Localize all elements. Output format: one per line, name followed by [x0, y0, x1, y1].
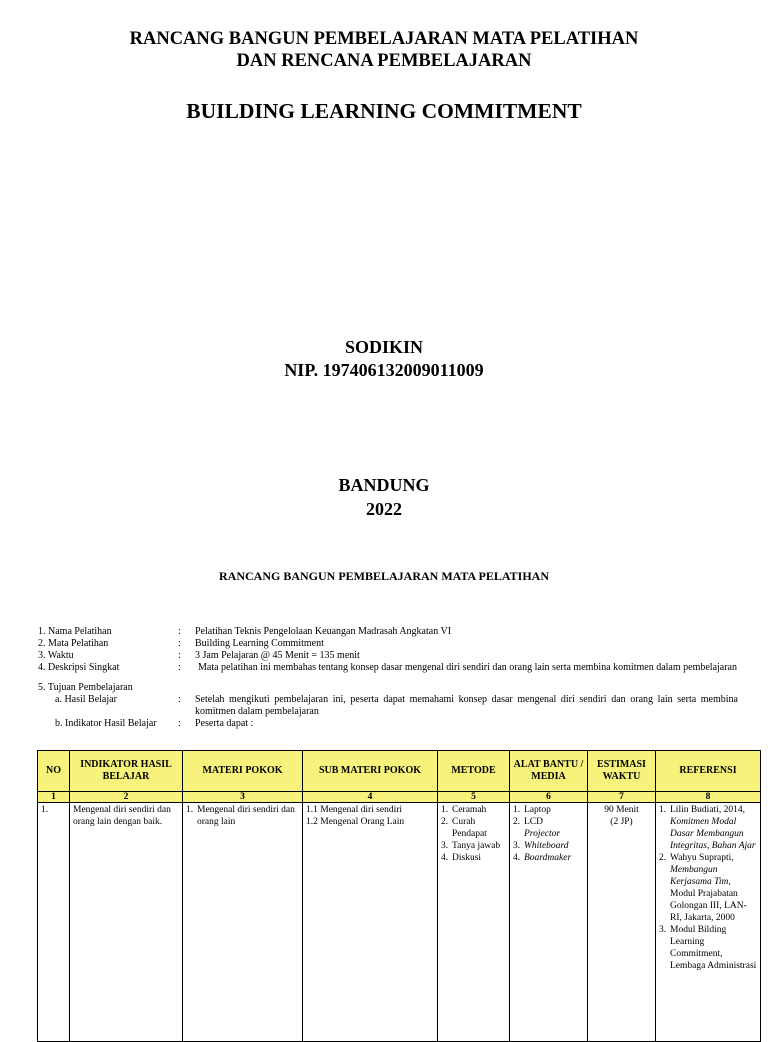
info-value: Mata pelatihan ini membahas tentang konsep dasar mengenal diri sendiri dan orang lain serta membina komitmen dalam pembelajaran	[198, 662, 737, 673]
column-number: 1	[38, 792, 70, 803]
info-row-deskripsi	[38, 662, 738, 674]
header-metode: METODE	[438, 751, 510, 792]
list-item: 3. Whiteboard	[513, 841, 569, 851]
list-item: 1.1 Mengenal diri sendiri	[306, 805, 403, 815]
cell-sub-materi	[303, 803, 438, 1042]
list-item: 3. Modul Bilding Learning Commitment, Lembaga Administrasi	[659, 925, 757, 971]
learning-plan-table	[37, 750, 761, 1042]
info-row-mata-pelatihan	[38, 638, 738, 650]
info-label: b. Indikator Hasil Belajar	[55, 718, 157, 729]
info-label: 5. Tujuan Pembelajaran	[38, 682, 133, 693]
course-info	[38, 626, 738, 730]
list-item: 2. Wahyu Suprapti, Membangun Kerjasama Tim, Modul Prajabatan Golongan III, LAN-RI, Jakarta, 2000	[659, 853, 747, 923]
section-title: RANCANG BANGUN PEMBELAJARAN MATA PELATIHAN	[218, 569, 549, 583]
info-row-hasil-belajar	[38, 694, 738, 718]
header-no: NO	[38, 751, 70, 792]
list-item: 1. Lilin Budiati, 2014, Komitmen Modal Dasar Membangun Integritas, Bahan Ajar	[659, 805, 756, 851]
info-colon: :	[178, 638, 181, 649]
header-indikator: INDIKATOR HASIL BELAJAR	[70, 751, 183, 792]
author-nip: NIP. 197406132009011009	[284, 360, 484, 380]
info-row-tujuan	[38, 682, 738, 694]
list-item: 2. Curah Pendapat	[441, 817, 487, 839]
header-sub-materi: SUB MATERI POKOK	[303, 751, 438, 792]
table-row	[38, 803, 761, 1042]
cell-referensi	[656, 803, 761, 1042]
header-referensi: REFERENSI	[656, 751, 761, 792]
info-colon: :	[178, 650, 181, 661]
info-row-waktu	[38, 650, 738, 662]
list-item: 2. LCD Projector	[513, 817, 561, 839]
author-name: SODIKIN	[344, 337, 424, 357]
info-colon: :	[178, 718, 181, 729]
list-item: 3. Tanya jawab	[441, 841, 501, 851]
list-item: 1. Laptop	[513, 805, 551, 815]
info-colon: :	[178, 662, 181, 673]
column-number: 2	[70, 792, 183, 803]
cell-metode	[438, 803, 510, 1042]
cover-title-line1: RANCANG BANGUN PEMBELAJARAN MATA PELATIHAN	[129, 29, 639, 49]
cell-indikator: Mengenal diri sendiri dan orang lain dengan baik.	[70, 803, 183, 1042]
info-value: Peserta dapat :	[195, 718, 254, 729]
column-number: 5	[438, 792, 510, 803]
info-label: a. Hasil Belajar	[55, 694, 117, 705]
cell-no: 1.	[38, 803, 70, 1042]
header-alat-bantu: ALAT BANTU / MEDIA	[510, 751, 588, 792]
info-label: 4. Deskripsi Singkat	[38, 662, 120, 673]
column-number: 8	[656, 792, 761, 803]
list-item: 4. Boardmaker	[513, 853, 572, 863]
info-value: 3 Jam Pelajaran @ 45 Menit = 135 menit	[195, 650, 360, 661]
list-item: 1. Ceramah	[441, 805, 487, 815]
header-materi-pokok: MATERI POKOK	[183, 751, 303, 792]
list-item: 1. Mengenal diri sendiri dan orang lain	[186, 805, 295, 827]
info-value: Setelah mengikuti pembelajaran ini, peserta dapat memahami konsep dasar mengenal diri sendiri dan orang lain serta membina komitmen dalam pembelajaran	[195, 694, 738, 717]
cover-title-line2: DAN RENCANA PEMBELAJARAN	[236, 51, 532, 71]
info-label: 3. Waktu	[38, 650, 74, 661]
estimasi-menit: 90 Menit	[604, 805, 639, 815]
cell-materi	[183, 803, 303, 1042]
column-number: 7	[588, 792, 656, 803]
info-label: 2. Mata Pelatihan	[38, 638, 109, 649]
info-value: Pelatihan Teknis Pengelolaan Keuangan Madrasah Angkatan VI	[195, 626, 452, 637]
column-number-row	[38, 792, 761, 803]
cover-title	[0, 28, 768, 72]
cell-estimasi	[588, 803, 656, 1042]
column-number: 6	[510, 792, 588, 803]
cover-year: 2022	[366, 499, 402, 519]
table-header-row	[38, 751, 761, 792]
cell-alat-bantu	[510, 803, 588, 1042]
estimasi-jp: (2 JP)	[610, 817, 633, 827]
info-value: Building Learning Commitment	[195, 638, 324, 649]
info-colon: :	[178, 694, 181, 705]
list-item: 4. Diskusi	[441, 853, 482, 863]
cover-city: BANDUNG	[338, 475, 430, 495]
info-label: 1. Nama Pelatihan	[38, 626, 112, 637]
info-row-nama-pelatihan	[38, 626, 738, 638]
header-estimasi: ESTIMASI WAKTU	[588, 751, 656, 792]
info-row-indikator	[38, 718, 738, 730]
column-number: 3	[183, 792, 303, 803]
list-item: 1.2 Mengenal Orang Lain	[306, 817, 405, 827]
cover-subtitle: BUILDING LEARNING COMMITMENT	[186, 99, 582, 123]
column-number: 4	[303, 792, 438, 803]
info-colon: :	[178, 626, 181, 637]
